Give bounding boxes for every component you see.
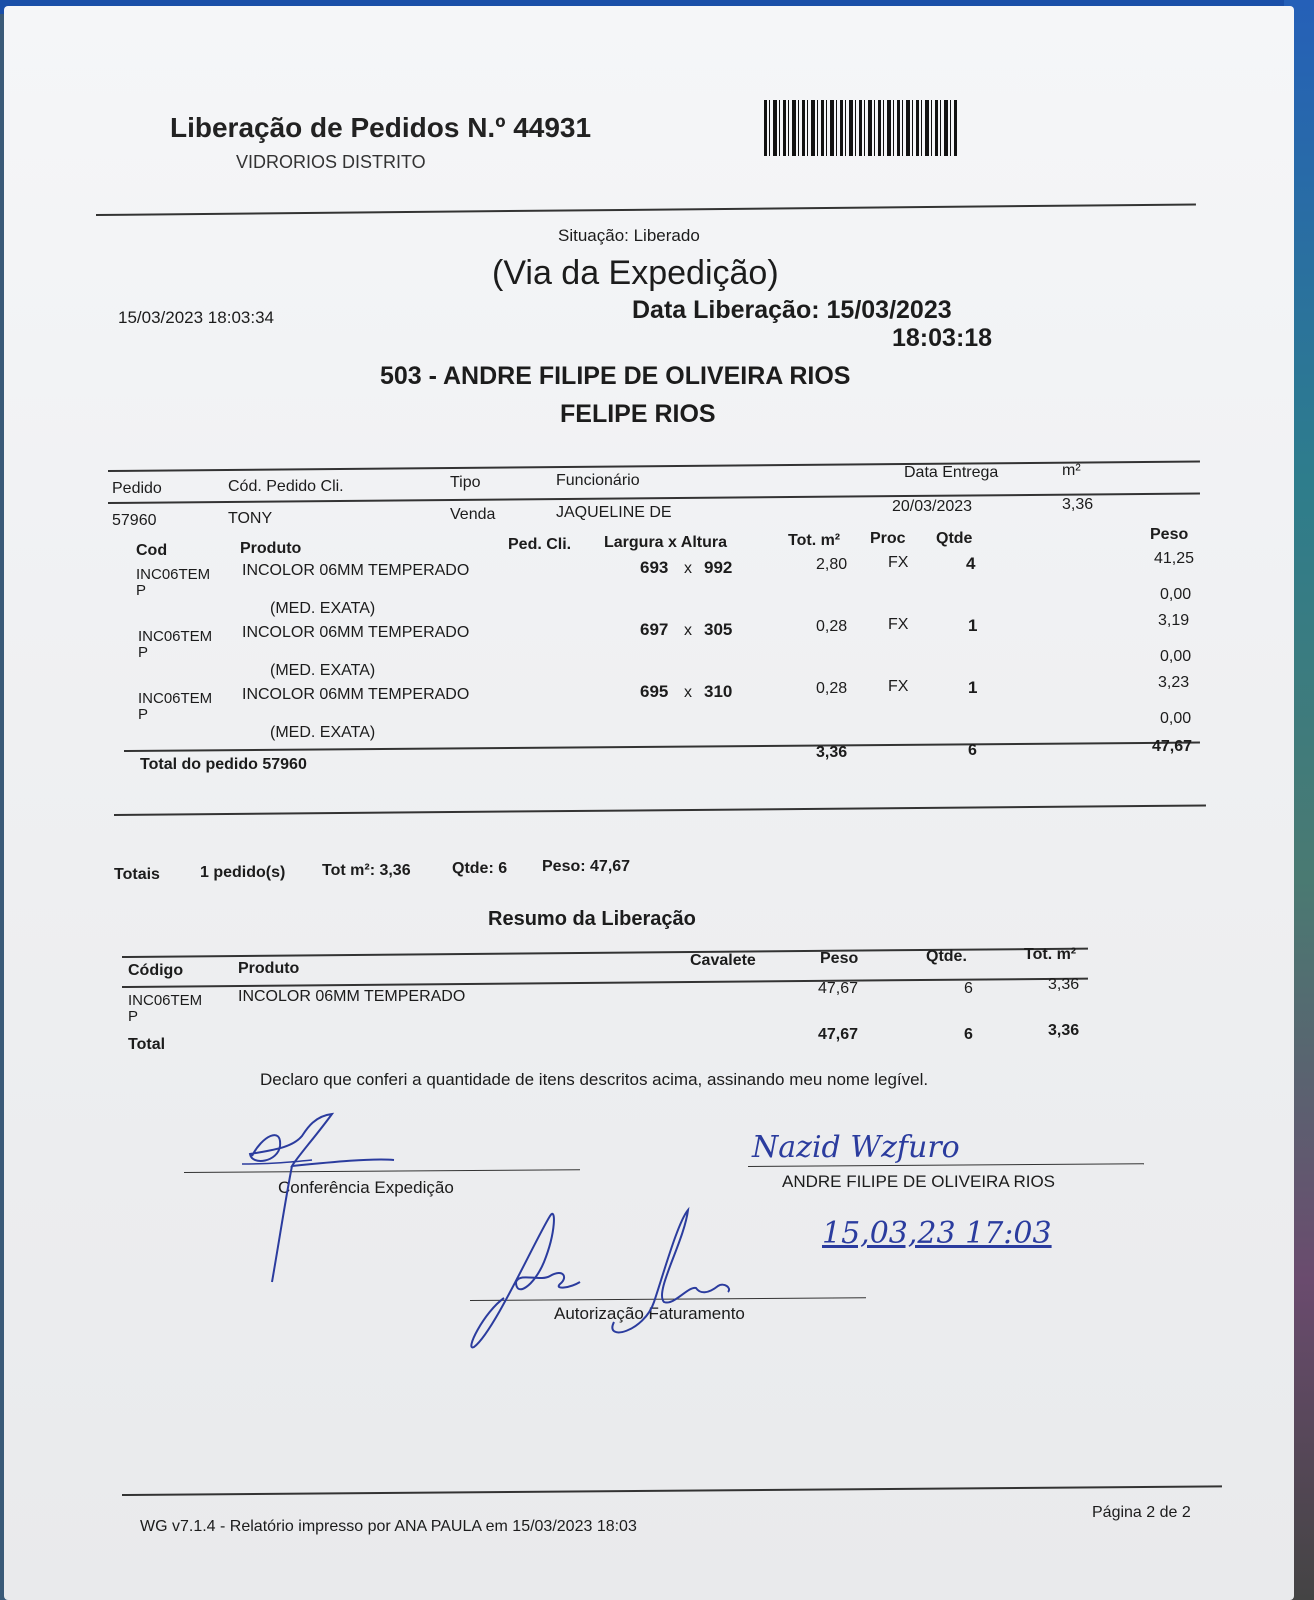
item-cod-suffix: P (138, 706, 149, 723)
cliente-label: ANDRE FILIPE DE OLIVEIRA RIOS (782, 1172, 1056, 1191)
order-total-qtde: 6 (968, 742, 977, 759)
item-cod-suffix: P (136, 582, 147, 599)
order-total-line (124, 742, 1200, 752)
resumo-col-peso: Peso (820, 950, 859, 967)
resumo-total-qtde: 6 (964, 1026, 973, 1043)
resumo-col-cavalete: Cavalete (690, 952, 756, 969)
item-peso-secondary: 0,00 (1160, 586, 1192, 603)
col-produto: Produto (240, 540, 302, 557)
totals-label: Totais (114, 866, 160, 883)
barcode-icon (764, 100, 958, 156)
val-m2: 3,36 (1062, 496, 1094, 513)
item-qtde: 1 (968, 678, 978, 697)
resumo-col-codigo: Código (128, 962, 184, 979)
item-produto: INCOLOR 06MM TEMPERADO (242, 686, 470, 703)
item-altura: 305 (704, 620, 733, 639)
item-cod: INC06TEM (138, 690, 213, 707)
item-x: x (684, 622, 692, 639)
autorizacao-label: Autorização Faturamento (554, 1304, 745, 1323)
company-name: VIDRORIOS DISTRITO (236, 152, 426, 172)
item-proc: FX (888, 554, 909, 571)
document-title: Liberação de Pedidos N.º 44931 (170, 112, 592, 143)
conferencia-label: Conferência Expedição (278, 1178, 454, 1197)
item-largura: 697 (640, 620, 669, 639)
item-peso: 3,19 (1158, 612, 1190, 629)
col-pedido: Pedido (112, 480, 162, 497)
item-cod: INC06TEM (136, 566, 211, 583)
data-liberacao-time: 18:03:18 (892, 324, 993, 352)
resumo-title: Resumo da Liberação (488, 908, 696, 930)
footer-page: Página 2 de 2 (1092, 1504, 1191, 1521)
item-altura: 992 (704, 558, 733, 577)
item-tot-m2: 0,28 (816, 680, 848, 697)
resumo-tot-m2: 3,36 (1048, 976, 1080, 993)
header-divider (96, 203, 1196, 216)
resumo-total-peso: 47,67 (818, 1026, 859, 1043)
totals-peso: Peso: 47,67 (542, 858, 631, 875)
printed-at: 15/03/2023 18:03:34 (118, 308, 274, 327)
resumo-total-tot-m2: 3,36 (1048, 1022, 1080, 1039)
item-tot-m2: 2,80 (816, 556, 848, 573)
totals-pedidos: 1 pedido(s) (200, 864, 286, 881)
conferencia-signature-icon (232, 1106, 402, 1286)
item-tot-m2: 0,28 (816, 618, 848, 635)
order-total-m2: 3,36 (816, 744, 848, 761)
resumo-codigo-suffix: P (128, 1008, 139, 1025)
col-cod: Cod (136, 542, 168, 559)
resumo-qtde: 6 (964, 980, 973, 997)
resumo-codigo: INC06TEM (128, 992, 203, 1009)
handwritten-date: 15,03,23 17:03 (822, 1216, 1052, 1251)
item-peso-secondary: 0,00 (1160, 648, 1192, 665)
val-tipo: Venda (450, 506, 496, 523)
resumo-total-label: Total (128, 1036, 166, 1053)
col-ped-cli: Ped. Cli. (508, 536, 572, 553)
via-label: (Via da Expedição) (492, 254, 779, 292)
footer-report: WG v7.1.4 - Relatório impresso por ANA PAULA em 15/03/2023 18:03 (140, 1518, 637, 1535)
order-total-label: Total do pedido 57960 (140, 756, 307, 773)
item-peso-secondary: 0,00 (1160, 710, 1192, 727)
order-total-peso: 47,67 (1152, 738, 1193, 755)
item-cod: INC06TEM (138, 628, 213, 645)
totals-qtde: Qtde: 6 (452, 860, 508, 877)
data-liberacao: Data Liberação: 15/03/2023 (632, 296, 952, 324)
resumo-header-line (122, 978, 1088, 988)
cliente-handwritten-name: Nazid Wzfuro (752, 1130, 960, 1165)
item-x: x (684, 684, 692, 701)
val-cod-pedido-cli: TONY (228, 510, 273, 527)
col-tot-m2: Tot. m² (788, 532, 841, 549)
document-sheet (4, 6, 1294, 1600)
resumo-col-qtde: Qtde. (926, 948, 967, 965)
item-obs: (MED. EXATA) (270, 600, 376, 617)
resumo-produto: INCOLOR 06MM TEMPERADO (238, 988, 466, 1005)
val-funcionario: JAQUELINE DE (556, 504, 672, 521)
item-proc: FX (888, 616, 909, 633)
item-altura: 310 (704, 682, 733, 701)
col-funcionario: Funcionário (556, 472, 640, 489)
resumo-col-produto: Produto (238, 960, 300, 977)
resumo-col-tot-m2: Tot. m² (1024, 946, 1077, 963)
val-data-entrega: 20/03/2023 (892, 498, 973, 515)
col-data-entrega: Data Entrega (904, 464, 999, 481)
col-cod-pedido-cli: Cód. Pedido Cli. (228, 478, 344, 495)
col-largura-altura: Largura x Altura (604, 534, 727, 551)
declaration-text: Declaro que conferi a quantidade de itens descritos acima, assinando meu nome legível. (260, 1070, 929, 1089)
col-proc: Proc (870, 530, 906, 547)
client-name: 503 - ANDRE FILIPE DE OLIVEIRA RIOS (380, 362, 851, 390)
order-top-line (108, 460, 1200, 472)
totals-m2: Tot m²: 3,36 (322, 862, 411, 879)
item-largura: 693 (640, 558, 669, 577)
col-peso: Peso (1150, 526, 1189, 543)
item-produto: INCOLOR 06MM TEMPERADO (242, 624, 470, 641)
footer-line (122, 1485, 1222, 1496)
item-obs: (MED. EXATA) (270, 662, 376, 679)
client-nickname: FELIPE RIOS (560, 400, 716, 428)
item-peso: 3,23 (1158, 674, 1190, 691)
resumo-peso: 47,67 (818, 980, 859, 997)
item-largura: 695 (640, 682, 669, 701)
item-proc: FX (888, 678, 909, 695)
col-m2: m² (1062, 462, 1081, 479)
item-qtde: 4 (966, 554, 976, 573)
section-divider (114, 804, 1206, 816)
item-obs: (MED. EXATA) (270, 724, 376, 741)
col-qtde: Qtde (936, 530, 973, 547)
situacao: Situação: Liberado (558, 226, 700, 245)
col-tipo: Tipo (450, 474, 481, 491)
item-x: x (684, 560, 692, 577)
autorizacao-signature-icon (464, 1202, 744, 1352)
item-produto: INCOLOR 06MM TEMPERADO (242, 562, 470, 579)
item-qtde: 1 (968, 616, 978, 635)
item-peso: 41,25 (1154, 550, 1195, 567)
item-cod-suffix: P (138, 644, 149, 661)
val-pedido: 57960 (112, 512, 157, 529)
